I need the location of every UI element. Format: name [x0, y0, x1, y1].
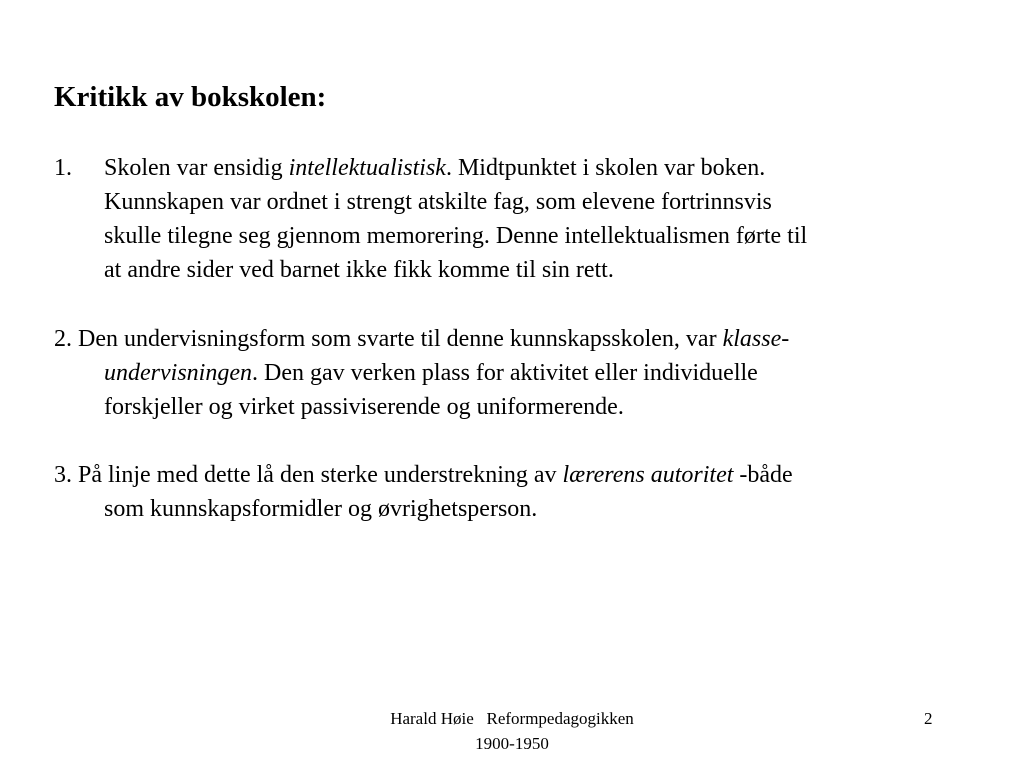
- emphasis-text: undervisningen: [104, 360, 252, 386]
- text-run: . Midtpunktet i skolen var boken.: [445, 155, 766, 181]
- page-number: 2: [924, 709, 933, 728]
- emphasis-text: klasse-: [722, 326, 790, 352]
- item-1-line-2: Kunnskapen var ordnet i strengt atskilte fag, som elevene fortrinnsvis: [104, 189, 772, 215]
- list-item-3: [54, 458, 954, 526]
- text-run: . Den gav verken plass for aktivitet eller individuelle: [251, 360, 758, 386]
- list-item-2: [54, 322, 954, 424]
- slide-title: Kritikk av bokskolen:: [54, 81, 327, 113]
- text-run: Den undervisningsform som svarte til denne kunnskapsskolen, var: [72, 326, 723, 352]
- item-number: 3.: [54, 462, 72, 488]
- item-3-line-1: [54, 458, 954, 492]
- emphasis-text: intellektualistisk: [288, 155, 446, 181]
- item-1-line-1: [54, 151, 954, 185]
- item-1-line-4: at andre sider ved barnet ikke fikk komme til sin rett.: [104, 257, 614, 283]
- item-number: 2.: [54, 326, 72, 352]
- item-3-line-2: som kunnskapsformidler og øvrighetsperson.: [104, 496, 538, 522]
- footer-years: 1900-1950: [475, 734, 549, 753]
- item-2-line-1: [54, 322, 954, 356]
- slide-footer: [312, 706, 712, 756]
- item-1-line-3: skulle tilegne seg gjennom memorering. Denne intellektualismen førte til: [104, 223, 808, 249]
- text-run: På linje med dette lå den sterke understrekning av: [72, 462, 563, 488]
- footer-author-title: Harald Høie Reformpedagogikken: [390, 709, 634, 728]
- list-item-1: [54, 151, 954, 287]
- text-run: -både: [733, 462, 793, 488]
- item-number: 1.: [54, 155, 72, 181]
- item-2-line-3: forskjeller og virket passiviserende og uniformerende.: [104, 394, 624, 420]
- text-run: Skolen var ensidig: [104, 155, 289, 181]
- item-2-line-2: [54, 356, 954, 390]
- emphasis-text: lærerens autoritet: [562, 462, 734, 488]
